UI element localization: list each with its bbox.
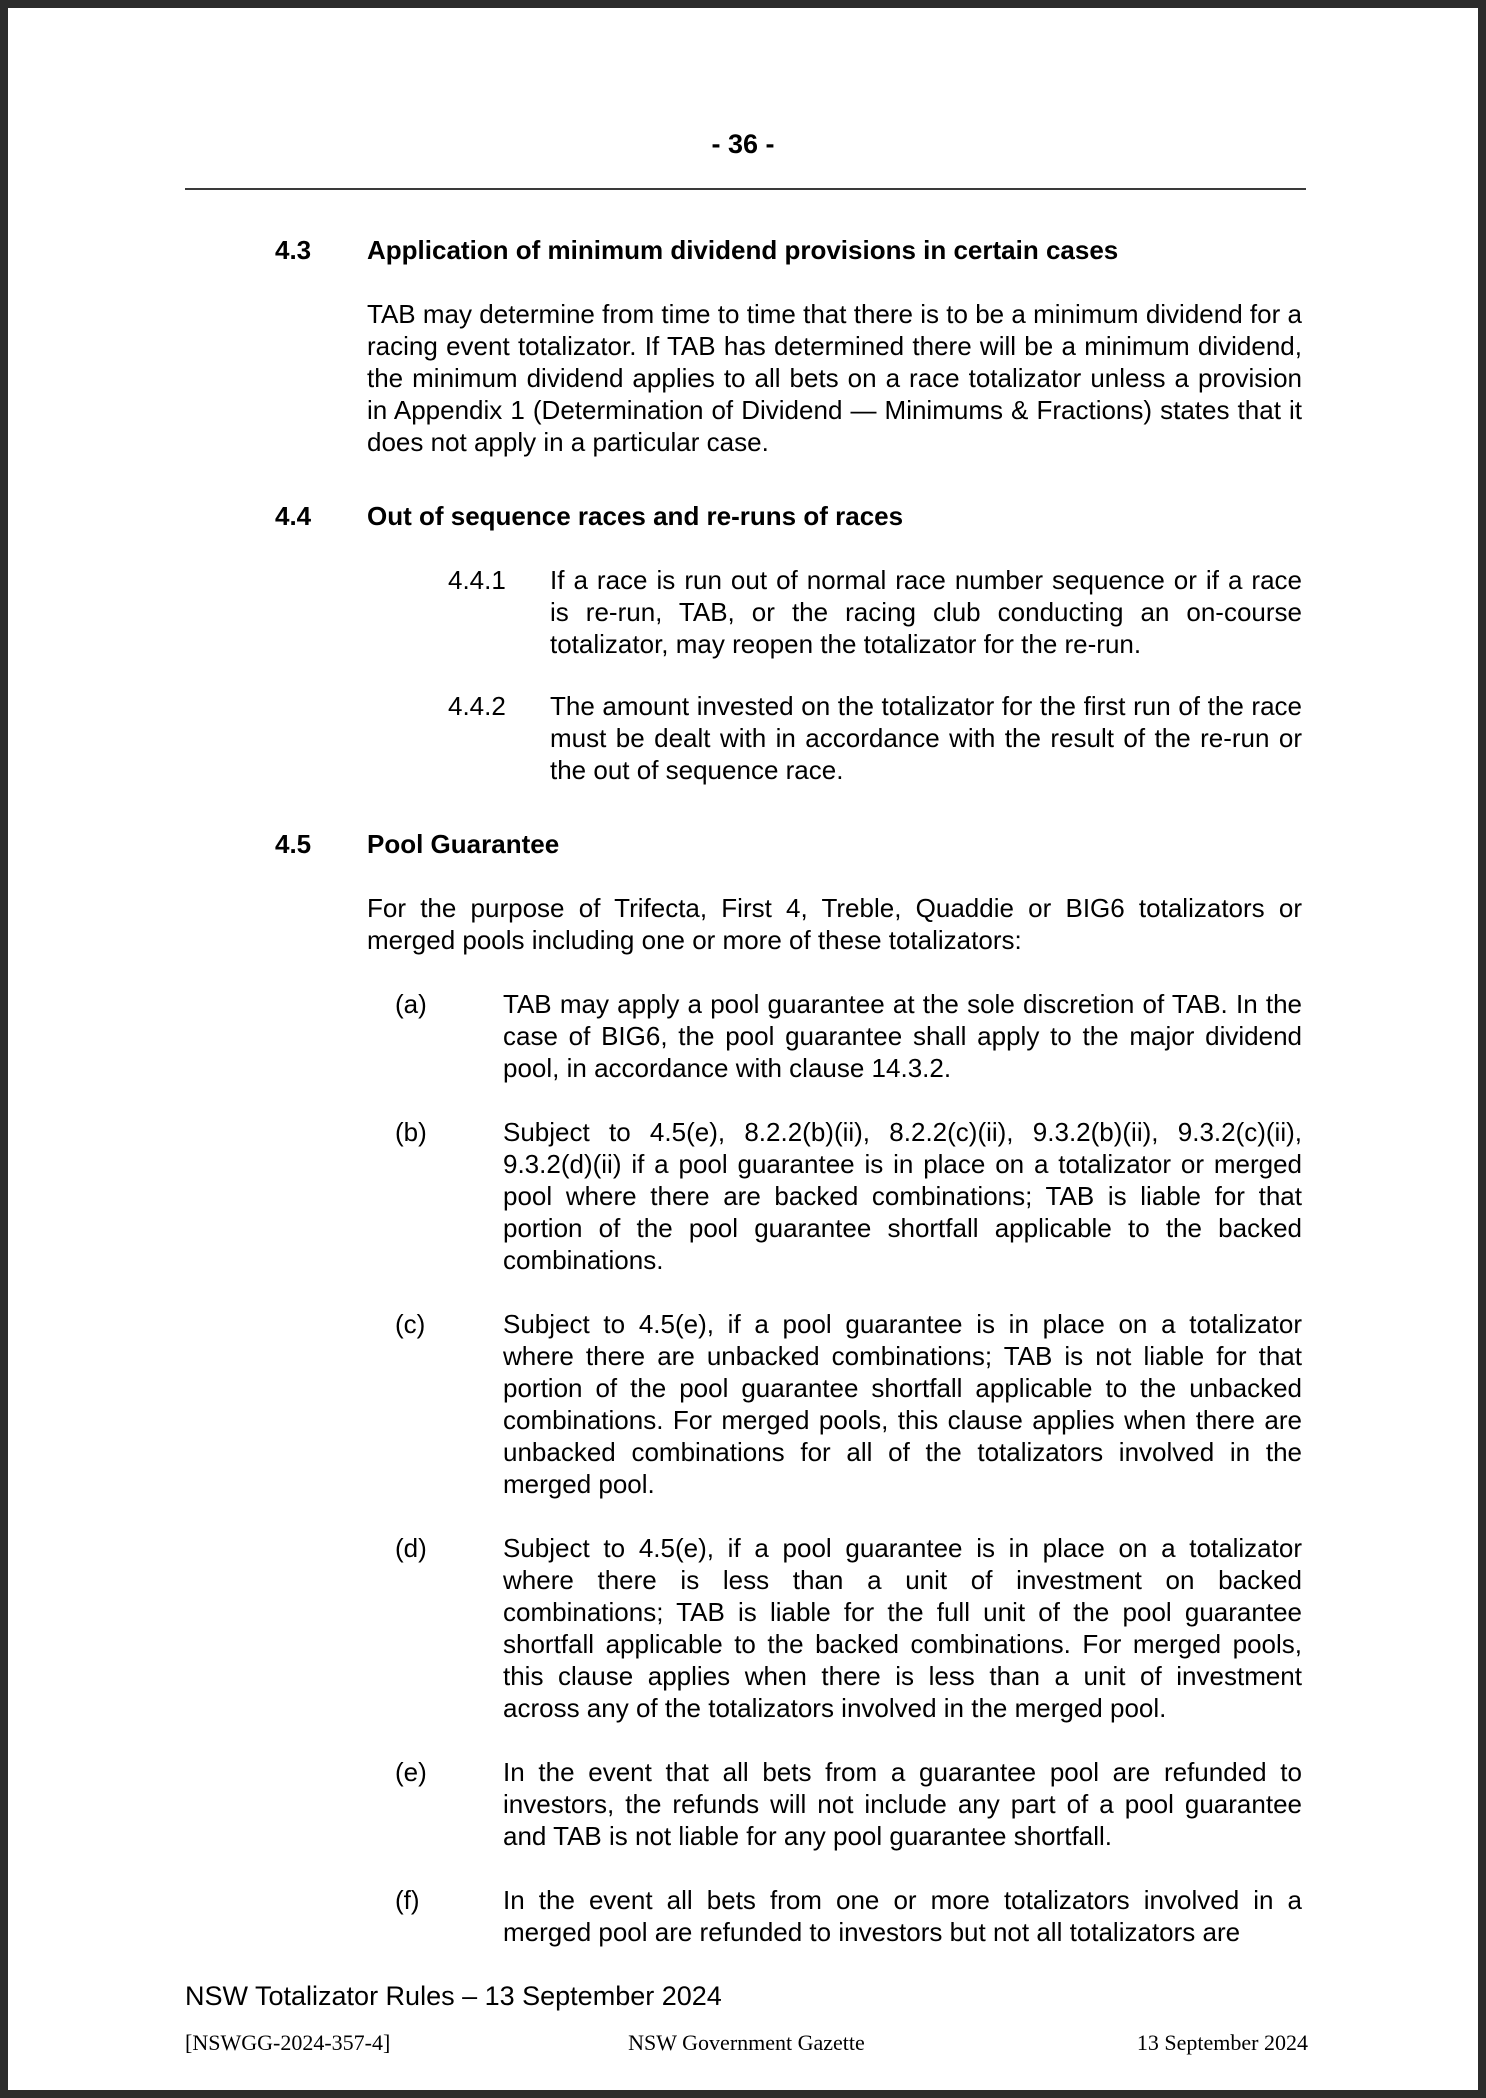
section-number: 4.4 xyxy=(275,501,312,531)
item-label: (f) xyxy=(395,1885,420,1915)
section-heading: Out of sequence races and re-runs of races xyxy=(367,501,904,531)
item-label: (b) xyxy=(395,1117,427,1147)
item-c xyxy=(395,1308,1302,1500)
item-label: (a) xyxy=(395,989,427,1019)
document-footer: NSW Totalizator Rules – 13 September 2024 xyxy=(185,1981,722,2011)
page-number: - 36 - xyxy=(711,129,775,159)
gazette-reference: [NSWGG-2024-357-4] xyxy=(185,2030,391,2055)
subclause-4-4-2 xyxy=(448,690,1302,786)
item-b xyxy=(395,1116,1302,1276)
subclause-text: If a race is run out of normal race number sequence or if a race is re-run, TAB, or the racing club conducting an on-course totalizator, may reopen the totalizator for the re-run. xyxy=(550,565,1302,659)
subclause-4-4-1 xyxy=(448,564,1302,660)
item-a xyxy=(395,988,1302,1084)
item-text: TAB may apply a pool guarantee at the sole discretion of TAB. In the case of BIG6, the pool guarantee shall apply to the major dividend pool, in accordance with clause 14.3.2. xyxy=(503,989,1302,1083)
header-rule xyxy=(185,188,1306,190)
item-label: (d) xyxy=(395,1533,427,1563)
section-4-4 xyxy=(275,500,1302,786)
section-intro: For the purpose of Trifecta, First 4, Treble, Quaddie or BIG6 totalizators or merged pools including one or more of these totalizators: xyxy=(367,893,1302,955)
subclause-number: 4.4.2 xyxy=(448,691,506,721)
item-text: Subject to 4.5(e), if a pool guarantee is in place on a totalizator where there is less than a unit of investment on backed combinations; TAB is liable for the full unit of the pool guarantee shortfall applicable to the backed combinations. For merged pools, this clause applies when there is less than a unit of investment across any of the totalizators involved in the merged pool. xyxy=(503,1533,1302,1723)
item-label: (c) xyxy=(395,1309,426,1339)
item-d xyxy=(395,1532,1302,1724)
item-label: (e) xyxy=(395,1757,427,1787)
section-number: 4.5 xyxy=(275,829,312,859)
item-f xyxy=(395,1884,1302,1948)
gazette-title: NSW Government Gazette xyxy=(628,2030,865,2055)
section-paragraph: TAB may determine from time to time that there is to be a minimum dividend for a racing event totalizator. If TAB has determined there will be a minimum dividend, the minimum dividend applies to all bets on a race totalizator unless a provision in Appendix 1 (Determination of Dividend — Minimums & Fractions) states that it does not apply in a particular case. xyxy=(367,299,1302,457)
section-body xyxy=(367,828,1302,1948)
section-heading: Application of minimum dividend provisions in certain cases xyxy=(367,235,1119,265)
subclause-text: The amount invested on the totalizator for the first run of the race must be dealt with in accordance with the result of the re-run or the out of sequence race. xyxy=(550,691,1302,785)
document-content xyxy=(275,234,1302,1948)
section-number: 4.3 xyxy=(275,235,312,265)
subclause-number: 4.4.1 xyxy=(448,565,506,595)
section-4-5 xyxy=(275,828,1302,1948)
item-text: Subject to 4.5(e), if a pool guarantee is in place on a totalizator where there are unbacked combinations; TAB is not liable for that portion of the pool guarantee shortfall applicable to the unbacked combinations. For merged pools, this clause applies when there are unbacked combinations for all of the totalizators involved in the merged pool. xyxy=(503,1309,1302,1499)
gazette-footer xyxy=(185,2030,1308,2056)
gazette-date: 13 September 2024 xyxy=(1136,2030,1308,2055)
section-body xyxy=(367,500,1302,786)
item-text: In the event that all bets from a guarantee pool are refunded to investors, the refunds will not include any part of a pool guarantee and TAB is not liable for any pool guarantee shortfall. xyxy=(503,1757,1302,1851)
item-e xyxy=(395,1756,1302,1852)
section-heading: Pool Guarantee xyxy=(367,829,560,859)
section-4-3 xyxy=(275,234,1302,458)
item-text: In the event all bets from one or more totalizators involved in a merged pool are refunded to investors but not all totalizators are xyxy=(503,1885,1302,1947)
item-text: Subject to 4.5(e), 8.2.2(b)(ii), 8.2.2(c)(ii), 9.3.2(b)(ii), 9.3.2(c)(ii), 9.3.2(d)(ii) if a pool guarantee is in place on a totalizator or merged pool where there are backed combinations; TAB is liable for that portion of the pool guarantee shortfall applicable to the backed combinations. xyxy=(503,1117,1302,1275)
section-body xyxy=(367,234,1302,458)
